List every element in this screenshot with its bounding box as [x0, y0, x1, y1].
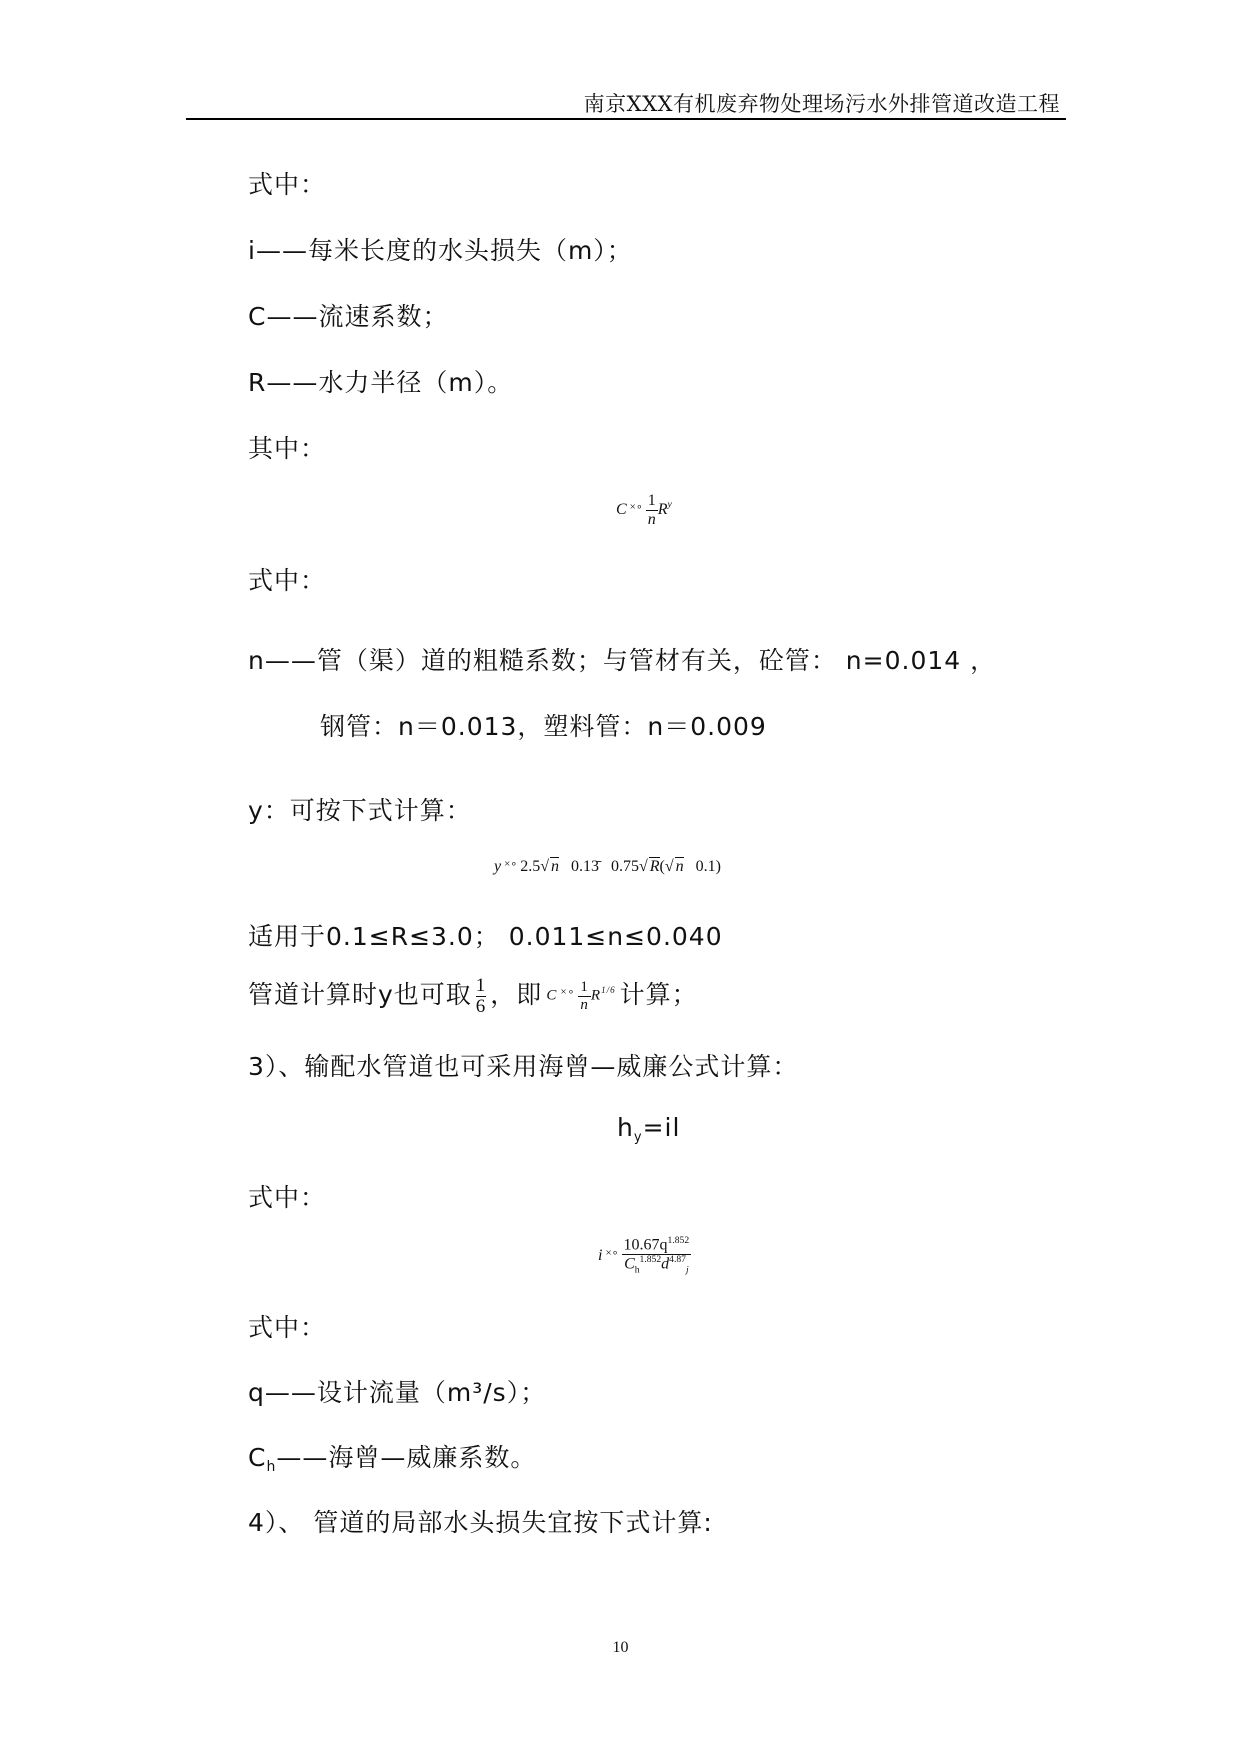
text-line: 式中： [248, 1313, 327, 1342]
formula-fraction [578, 979, 591, 1013]
fraction-numerator [622, 1236, 692, 1255]
text-line: C——流速系数； [248, 302, 449, 331]
formula-lhs: y [494, 858, 502, 875]
fraction-denominator: n [647, 510, 656, 528]
inline-fraction [476, 976, 487, 1017]
formula-radicand: n [550, 858, 559, 875]
formula-term: 10.67q [623, 1236, 668, 1254]
formula-term: 0.1) [695, 858, 721, 875]
formula-term: 2.5 [520, 858, 541, 875]
inline-formula-c [546, 979, 615, 1013]
page-number: 10 [612, 1639, 629, 1656]
text-subscript: h [266, 1459, 277, 1475]
text-line: 式中： [248, 566, 327, 595]
text-segment: ，即 [490, 980, 543, 1009]
formula-symbol: ×∘ [560, 986, 576, 999]
text-segment: 计算； [619, 980, 698, 1009]
formula-radicand: R [649, 858, 660, 875]
fraction-denominator [622, 1255, 692, 1276]
text-line: 钢管：n＝0.013，塑料管：n＝0.009 [320, 712, 767, 741]
text-line: 4）、 管道的局部水头损失宜按下式计算: [248, 1508, 713, 1537]
text-segment: C [248, 1443, 267, 1472]
text-line: y：可按下式计算： [248, 796, 472, 825]
fraction-numerator: 1 [580, 979, 589, 995]
formula-sub: h [634, 1264, 640, 1276]
text-line: q——设计流量（m³/s）； [248, 1378, 547, 1407]
formula-y: y ×∘ 2.5√ n 0.13̄ 0.75√ R(√ n 0.1) [494, 858, 721, 875]
text-line: R——水力半径（m）。 [248, 368, 514, 397]
formula-sup: 1.852 [667, 1235, 690, 1246]
formula-symbol: ×∘ [605, 1246, 619, 1259]
fraction-numerator: 1 [475, 974, 487, 996]
formula-term: C [624, 1256, 635, 1274]
text-line: i——每米长度的水头损失（m）； [248, 236, 633, 265]
text-segment: 管道计算时y也可取 [248, 980, 472, 1009]
formula-fraction [646, 492, 658, 528]
formula-lhs: C [546, 987, 558, 1004]
formula-term: d [661, 1256, 670, 1274]
text-line: 式中： [248, 1183, 327, 1212]
text-line [248, 975, 698, 1016]
fraction-denominator: n [580, 996, 589, 1013]
fraction-denominator: 6 [475, 995, 487, 1017]
text-line [248, 1438, 536, 1475]
text-line: n——管（渠）道的粗糙系数；与管材有关，砼管： n=0.014 ， [248, 646, 997, 675]
formula-sub: y [633, 1130, 643, 1145]
formula-rhs: R [657, 500, 668, 518]
formula-c [616, 492, 672, 528]
formula-symbol: ×∘ [504, 858, 518, 870]
text-line: 其中： [248, 434, 327, 463]
formula-hy [617, 1113, 680, 1145]
formula-sup: 4.87 [669, 1254, 686, 1266]
fraction-numerator: 1 [647, 492, 656, 509]
text-segment: ——海曾—威廉系数。 [276, 1443, 537, 1472]
formula-sup: 1.852 [639, 1254, 662, 1266]
text-line: 式中： [248, 170, 327, 199]
formula-sup: 1/6 [601, 985, 616, 996]
formula-fraction [622, 1236, 692, 1276]
formula-term: 0.13̄ [570, 858, 599, 875]
formula-rhs: R [590, 987, 602, 1004]
formula-symbol: ×∘ [629, 500, 643, 513]
formula-lhs: C [616, 500, 627, 518]
formula-sup: y [667, 499, 672, 511]
text-line: 适用于0.1≤R≤3.0； 0.011≤n≤0.040 [248, 922, 723, 951]
formula-lhs: h [617, 1113, 634, 1142]
header-title: 南京XXX有机废弃物处理场污水外排管道改造工程 [583, 92, 1060, 116]
page-header [186, 82, 1066, 120]
formula-sub: j [685, 1264, 689, 1276]
formula-lhs: i [598, 1246, 603, 1264]
formula-rhs: =il [642, 1113, 681, 1142]
formula-hazen-williams [598, 1236, 691, 1276]
formula-radicand: n [675, 858, 684, 875]
formula-term: 0.75 [610, 858, 639, 875]
text-line: 3）、输配水管道也可采用海曾—威廉公式计算： [248, 1052, 799, 1081]
